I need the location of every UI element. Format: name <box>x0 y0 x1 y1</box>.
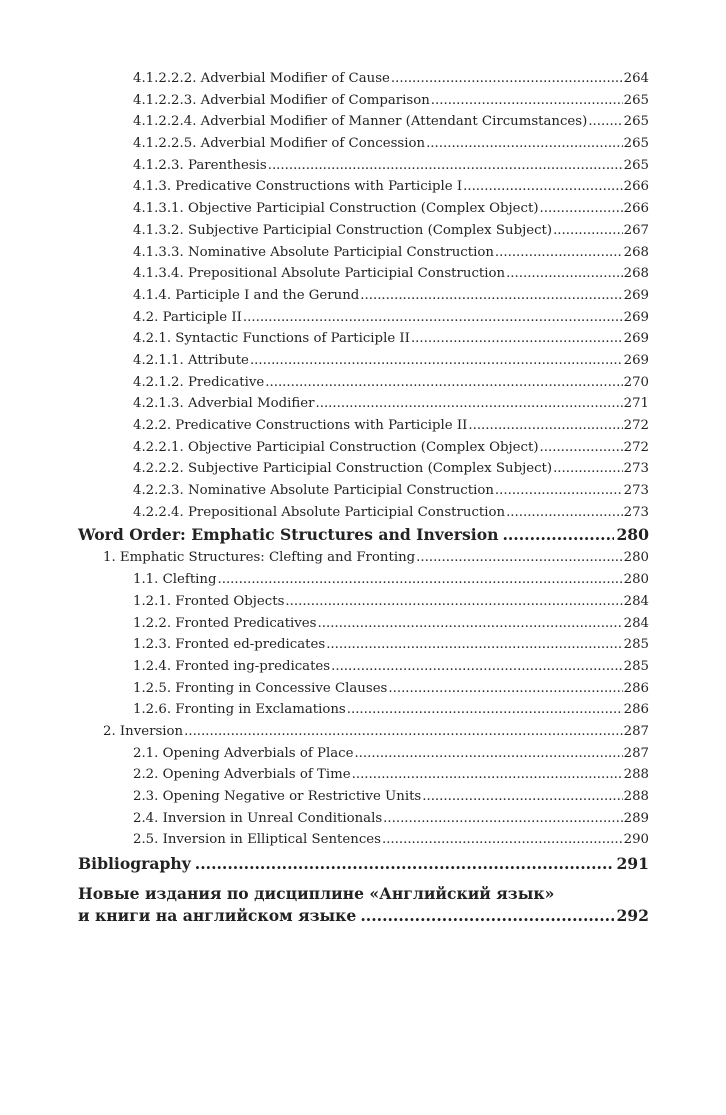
dot-leader <box>184 721 622 743</box>
toc-entry[interactable] <box>78 808 649 830</box>
toc-entry[interactable] <box>78 242 649 264</box>
toc-entry-title: 4.1.2.3. Parenthesis <box>133 157 267 173</box>
toc-entry-title: 4.1.2.2.5. Adverbial Modifier of Concession <box>133 136 426 152</box>
dot-leader <box>506 502 623 524</box>
dot-leader <box>383 808 622 830</box>
toc-entry-title: 4.2. Participle II <box>133 309 242 325</box>
toc-entry-title: 2. Inversion <box>103 723 184 739</box>
toc-entry[interactable] <box>78 678 649 700</box>
toc-entry-title: 4.1.2.2.4. Adverbial Modifier of Manner (Attendant Circumstances) <box>133 114 588 130</box>
toc-entry[interactable] <box>78 90 649 112</box>
dot-leader <box>540 198 623 220</box>
toc-entry[interactable] <box>78 133 649 155</box>
dot-leader <box>360 905 614 927</box>
dot-leader <box>195 851 615 877</box>
toc-entry[interactable] <box>78 786 649 808</box>
toc-page-number: 287 <box>623 723 649 739</box>
toc-page-number: 288 <box>623 789 649 804</box>
toc-entry[interactable] <box>78 699 649 721</box>
dot-leader <box>426 133 623 155</box>
toc-entry[interactable] <box>78 591 649 613</box>
toc-entry-title: 1.2.6. Fronting in Exclamations <box>133 702 346 718</box>
toc-page-number: 272 <box>623 418 649 433</box>
dot-leader <box>318 613 623 635</box>
dot-leader <box>411 328 623 350</box>
dot-leader <box>468 415 622 437</box>
toc-page-number: 285 <box>623 637 649 653</box>
toc-entry[interactable] <box>78 328 649 350</box>
toc-page-number: 286 <box>623 702 649 718</box>
toc-entry-title: 4.2.2.3. Nominative Absolute Participial Construction <box>133 483 494 499</box>
toc-page-number: 280 <box>623 550 649 566</box>
toc-entry-title: 4.2.2.1. Objective Participial Construction (Complex Object) <box>133 439 539 455</box>
toc-chapter-new-editions[interactable] <box>78 883 649 927</box>
toc-page-number: 290 <box>623 832 649 848</box>
toc-entry[interactable] <box>78 393 649 415</box>
toc-page-number: 266 <box>623 201 649 217</box>
toc-entry-title: 4.2.1.2. Predicative <box>133 374 265 390</box>
toc-entry-title: 2.4. Inversion in Unreal Conditionals <box>133 810 383 826</box>
toc-entry-title: 4.1.3. Predicative Constructions with Participle I <box>133 179 463 195</box>
toc-entry[interactable] <box>78 458 649 480</box>
toc-entry-emphatic-structures[interactable] <box>78 547 649 569</box>
toc-entry-title: 4.1.3.1. Objective Participial Construction (Complex Object) <box>133 201 539 217</box>
toc-section-inversion <box>78 743 649 851</box>
toc-page-number: 272 <box>623 439 649 455</box>
toc-entry-title: 4.1.3.3. Nominative Absolute Participial Construction <box>133 244 494 260</box>
toc-entry-title: 4.1.4. Participle I and the Gerund <box>133 287 360 303</box>
dot-leader <box>463 176 623 198</box>
toc-page-number: 264 <box>623 71 649 86</box>
toc-entry-title: 1.2.3. Fronted ed-predicates <box>133 637 326 653</box>
toc-entry[interactable] <box>78 155 649 177</box>
toc-entry-title: 4.2.2.2. Subjective Participial Construction (Complex Subject) <box>133 461 553 477</box>
toc-chapter-bibliography[interactable] <box>78 851 649 877</box>
dot-leader <box>331 656 622 678</box>
toc-entry[interactable] <box>78 829 649 851</box>
dot-leader <box>250 350 623 372</box>
dot-leader <box>495 242 623 264</box>
toc-entry-title: 4.1.3.2. Subjective Participial Construction (Complex Subject) <box>133 222 553 238</box>
dot-leader <box>243 307 623 329</box>
toc-entry-title: 2.1. Opening Adverbials of Place <box>133 745 354 761</box>
toc-entry-title: 4.2.1.3. Adverbial Modifier <box>133 396 315 412</box>
dot-leader <box>553 458 623 480</box>
toc-entry-title: 1. Emphatic Structures: Clefting and Fronting <box>103 550 416 566</box>
toc-entry-title: 1.1. Clefting <box>133 572 217 588</box>
dot-leader <box>218 569 623 591</box>
toc-page-number: 270 <box>623 374 649 390</box>
toc-entry[interactable] <box>78 613 649 635</box>
dot-leader <box>352 764 623 786</box>
toc-entry-title: 1.2.5. Fronting in Concessive Clauses <box>133 680 388 696</box>
toc-page-number: 265 <box>623 114 649 130</box>
dot-leader <box>391 68 623 90</box>
toc-page-number: 266 <box>623 179 649 195</box>
toc-entry-title: Word Order: Emphatic Structures and Inversion <box>78 525 499 545</box>
toc-entry-title: 1.2.1. Fronted Objects <box>133 593 285 609</box>
dot-leader <box>388 678 622 700</box>
toc-page-number: 265 <box>623 157 649 173</box>
toc-entry-title: 4.2.2.4. Prepositional Absolute Participial Construction <box>133 504 506 520</box>
toc-entry[interactable] <box>78 68 649 90</box>
toc-entry[interactable] <box>78 569 649 591</box>
toc-entry-title: 4.1.2.2.3. Adverbial Modifier of Comparison <box>133 92 430 108</box>
dot-leader <box>354 743 622 765</box>
dot-leader <box>540 437 623 459</box>
toc-entry[interactable] <box>78 743 649 765</box>
toc-entry[interactable] <box>78 263 649 285</box>
toc-entry-title: 2.3. Opening Negative or Restrictive Units <box>133 789 422 804</box>
toc-page-number: 287 <box>623 745 649 761</box>
toc-entry[interactable] <box>78 764 649 786</box>
toc-page-number: 273 <box>623 461 649 477</box>
toc-page-number: 284 <box>623 593 649 609</box>
toc-entry[interactable] <box>78 415 649 437</box>
toc-page-number: 280 <box>616 525 649 545</box>
dot-leader <box>431 90 623 112</box>
toc-entry-title-line2: и книги на английском языке <box>78 906 357 926</box>
toc-entry-title-line1: Новые издания по дисциплине «Английский язык» <box>78 884 555 904</box>
toc-entry-new-editions-last-line <box>78 905 649 927</box>
toc-page-number: 269 <box>623 352 649 368</box>
toc-entry[interactable] <box>78 285 649 307</box>
dot-leader <box>347 699 623 721</box>
toc-entry[interactable] <box>78 437 649 459</box>
toc-section-participles <box>78 68 649 523</box>
toc-entry[interactable] <box>78 502 649 524</box>
toc-page-number: 286 <box>623 680 649 696</box>
toc-entry[interactable] <box>78 176 649 198</box>
toc-entry[interactable] <box>78 372 649 394</box>
toc-page-number: 268 <box>623 266 649 282</box>
toc-entry-inversion[interactable] <box>78 721 649 743</box>
dot-leader <box>326 634 622 656</box>
toc-entry[interactable] <box>78 111 649 133</box>
toc-entry-title: 4.2.2. Predicative Constructions with Participle II <box>133 418 468 433</box>
toc-page-number: 273 <box>623 504 649 520</box>
toc-entry[interactable] <box>78 480 649 502</box>
dot-leader <box>422 786 622 808</box>
dot-leader <box>553 220 623 242</box>
toc-page-number: 269 <box>623 309 649 325</box>
toc-page-number: 269 <box>623 331 649 347</box>
toc-entry[interactable] <box>78 307 649 329</box>
toc-entry-title: 2.2. Opening Adverbials of Time <box>133 767 351 783</box>
toc-entry-title: 1.2.2. Fronted Predicatives <box>133 615 317 631</box>
toc-entry-title: 1.2.4. Fronted ing-predicates <box>133 658 331 674</box>
toc-page-number: 265 <box>623 92 649 108</box>
toc-entry-title: 2.5. Inversion in Elliptical Sentences <box>133 832 381 848</box>
dot-leader <box>495 480 623 502</box>
toc-page-number: 288 <box>623 767 649 783</box>
dot-leader <box>315 393 622 415</box>
dot-leader <box>416 547 622 569</box>
toc-page-number: 273 <box>623 483 649 499</box>
toc-page-number: 285 <box>623 658 649 674</box>
toc-page-number: 267 <box>623 222 649 238</box>
dot-leader <box>285 591 622 613</box>
toc-page-number: 271 <box>623 396 649 412</box>
dot-leader <box>588 111 622 133</box>
toc-page-number: 292 <box>616 906 649 926</box>
toc-page-number: 291 <box>616 854 649 874</box>
toc-entry[interactable] <box>78 350 649 372</box>
dot-leader <box>382 829 623 851</box>
dot-leader <box>502 523 614 547</box>
toc-entry[interactable] <box>78 220 649 242</box>
dot-leader <box>265 372 622 394</box>
toc-entry-title: 4.2.1. Syntactic Functions of Participle II <box>133 331 410 347</box>
toc-entry[interactable] <box>78 634 649 656</box>
toc-entry[interactable] <box>78 198 649 220</box>
dot-leader <box>360 285 622 307</box>
toc-entry-title: 4.1.2.2.2. Adverbial Modifier of Cause <box>133 71 390 86</box>
toc-entry-title: 4.2.1.1. Attribute <box>133 352 249 368</box>
toc-section-fronting <box>78 569 649 721</box>
toc-page-number: 280 <box>623 572 649 588</box>
table-of-contents <box>78 68 649 927</box>
toc-page-number: 284 <box>623 615 649 631</box>
toc-page-number: 289 <box>623 810 649 826</box>
dot-leader <box>268 155 623 177</box>
toc-page-number: 269 <box>623 287 649 303</box>
dot-leader <box>506 263 623 285</box>
toc-entry-title: 4.1.3.4. Prepositional Absolute Participial Construction <box>133 266 506 282</box>
toc-chapter-word-order[interactable] <box>78 523 649 547</box>
toc-entry-title: Bibliography <box>78 854 191 874</box>
toc-page-number: 265 <box>623 136 649 152</box>
toc-page-number: 268 <box>623 244 649 260</box>
toc-entry[interactable] <box>78 656 649 678</box>
